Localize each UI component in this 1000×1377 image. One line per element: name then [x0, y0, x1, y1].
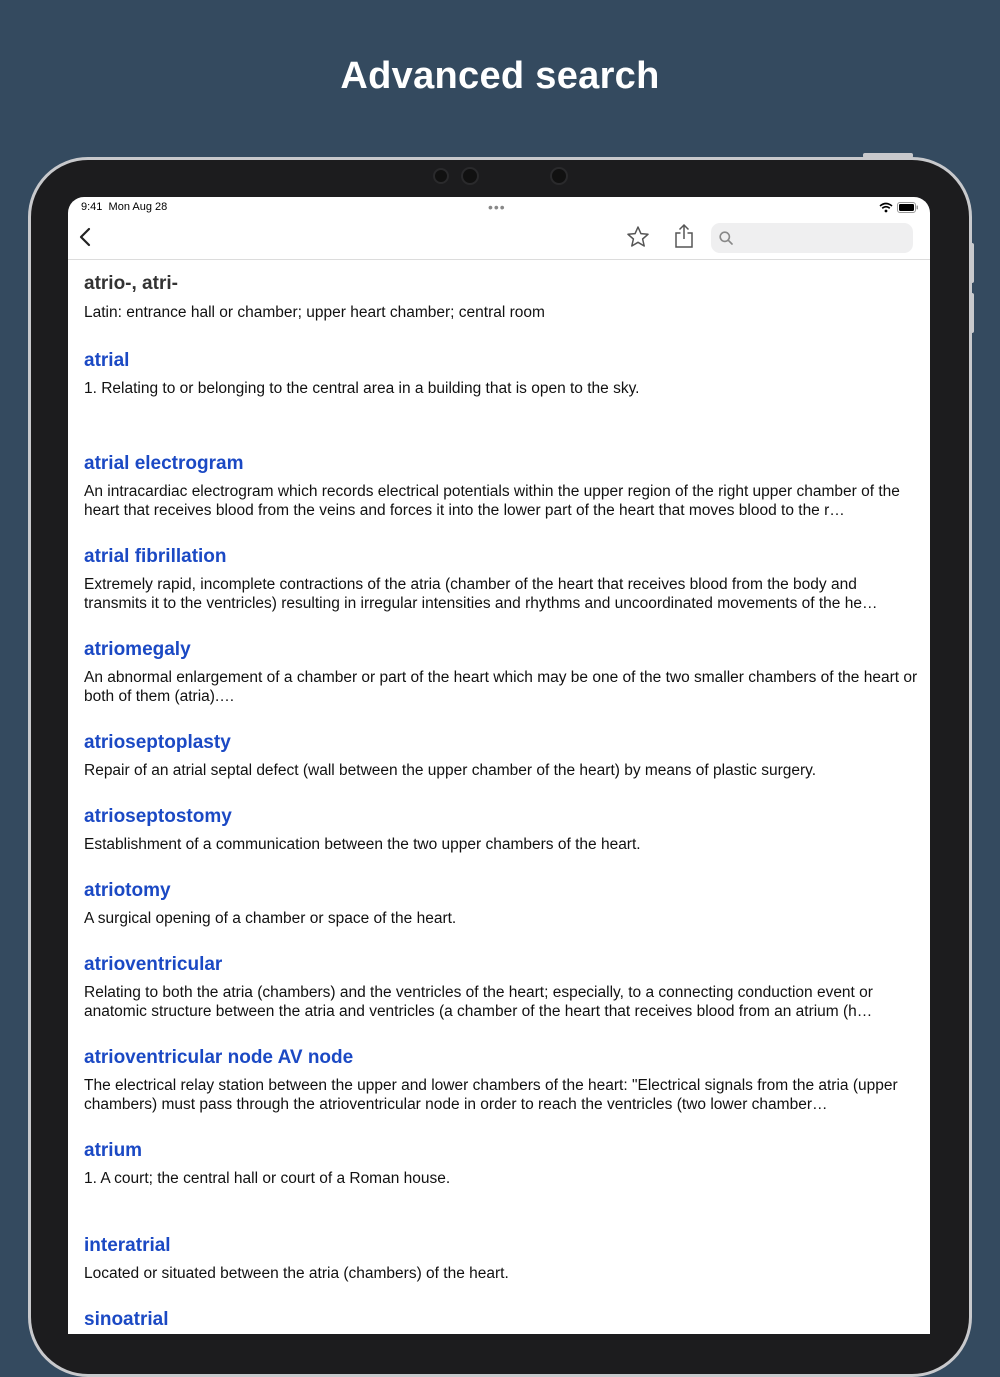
status-time — [81, 201, 167, 213]
entry-definition: An intracardiac electrogram which records electrical potentials within the upper region of the right upper chamber of the heart that receives blood from the veins and forces it into the lower part of the heart that moves blood to the r… — [84, 483, 900, 519]
search-field[interactable] — [711, 223, 913, 253]
list-item[interactable] — [84, 806, 918, 854]
entry-definition: 1. Relating to or belonging to the central area in a building that is open to the sky. — [84, 380, 640, 397]
top-button — [863, 153, 913, 158]
results-list — [84, 259, 918, 1331]
toolbar — [68, 219, 930, 260]
entry-definition: A surgical opening of a chamber or space of the heart. — [84, 910, 457, 927]
camera-icon — [433, 168, 449, 184]
entry-definition: The electrical relay station between the upper and lower chambers of the heart: "Electrical signals from the atria (upper chambers) must pass through the atrioventricular node in order to reach the ventricles (two lower chamber… — [84, 1077, 898, 1113]
entry-term[interactable]: atrial — [84, 350, 130, 371]
root-title: atrio-, atri- — [84, 273, 178, 294]
entry-definition: An abnormal enlargement of a chamber or part of the heart which may be one of the two smaller chambers of the heart or both of them (atria).… — [84, 669, 918, 705]
entry-term[interactable]: atrioventricular — [84, 954, 223, 975]
list-item[interactable] — [84, 732, 918, 780]
entry-term[interactable]: atrial fibrillation — [84, 546, 227, 567]
list-item[interactable] — [84, 1309, 918, 1331]
entry-term[interactable]: atriotomy — [84, 880, 171, 901]
star-icon[interactable] — [626, 225, 650, 249]
volume-button — [970, 293, 974, 333]
list-item[interactable] — [84, 880, 918, 928]
volume-button — [970, 243, 974, 283]
multitask-dots[interactable]: ••• — [488, 199, 506, 215]
list-item[interactable] — [84, 639, 918, 706]
entry-definition: Repair of an atrial septal defect (wall between the upper chamber of the heart) by means of plastic surgery. — [84, 762, 817, 779]
entry-definition: Extremely rapid, incomplete contractions of the atria (chamber of the heart that receives blood from the body and transmits it to the ventricles) resulting in irregular intensities and rhythms and uncoordinated movements of the he… — [84, 576, 878, 612]
entry-term[interactable]: interatrial — [84, 1235, 171, 1256]
date-label: Mon Aug 28 — [108, 201, 168, 213]
status-bar — [68, 197, 930, 219]
entry-term[interactable]: atrium — [84, 1140, 143, 1161]
entry-definition: Relating to both the atria (chambers) and the ventricles of the heart; especially, to a connecting conduction event or anatomic structure between the atria and ventricles (a chamber of the heart that receives blood from an atrium (h… — [84, 984, 873, 1020]
list-item[interactable] — [84, 546, 918, 613]
search-input[interactable] — [741, 223, 910, 255]
share-icon[interactable] — [674, 223, 694, 249]
list-item[interactable] — [84, 954, 918, 1021]
search-icon — [719, 231, 733, 245]
headline: Advanced search — [340, 55, 660, 97]
entry-term[interactable]: atrioseptostomy — [84, 806, 232, 827]
entry-term[interactable]: atrioventricular node AV node — [84, 1047, 354, 1068]
list-item[interactable] — [84, 1047, 918, 1114]
app-screen — [68, 197, 930, 1334]
entry-term[interactable]: atriomegaly — [84, 639, 191, 660]
entry-term[interactable]: atrial electrogram — [84, 453, 244, 474]
camera-icon — [461, 167, 479, 185]
root-definition: Latin: entrance hall or chamber; upper heart chamber; central room — [84, 304, 545, 321]
list-item[interactable] — [84, 350, 918, 398]
back-chevron-icon[interactable] — [78, 227, 92, 247]
list-item[interactable] — [84, 1140, 918, 1188]
entry-term[interactable]: sinoatrial — [84, 1309, 169, 1330]
camera-icon — [550, 167, 568, 185]
entry-definition: Establishment of a communication between the two upper chambers of the heart. — [84, 836, 641, 853]
entry-definition: 1. A court; the central hall or court of a Roman house. — [84, 1170, 451, 1187]
list-item[interactable] — [84, 1235, 918, 1283]
list-item[interactable] — [84, 453, 918, 520]
entry-definition: Located or situated between the atria (chambers) of the heart. — [84, 1265, 509, 1282]
time-label: 9:41 — [81, 201, 103, 213]
wifi-icon — [879, 202, 893, 213]
entry-term[interactable]: atrioseptoplasty — [84, 732, 231, 753]
battery-icon — [897, 202, 919, 213]
